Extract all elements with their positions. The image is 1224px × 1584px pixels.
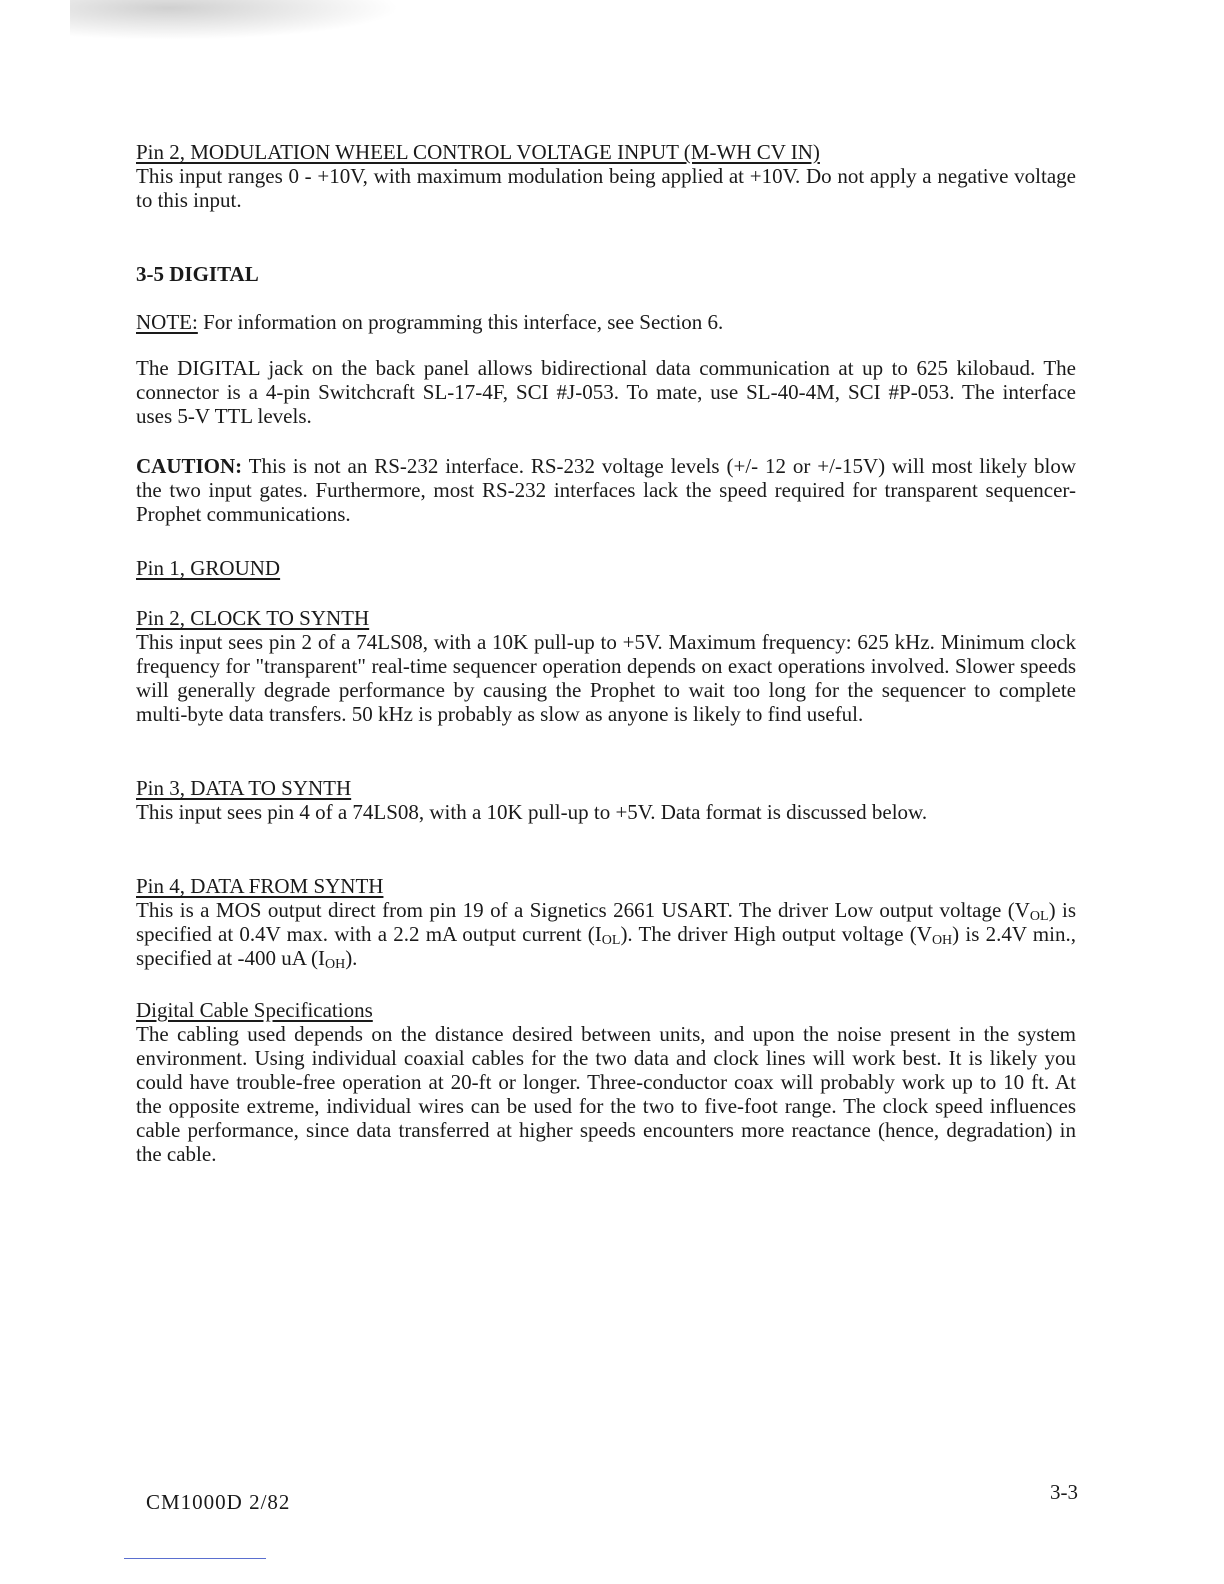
cable-section — [136, 998, 1076, 1166]
cable-heading: Digital Cable Specifications — [136, 998, 373, 1022]
mwh-body: This input ranges 0 - +10V, with maximum modulation being applied at +10V. Do not apply a negative voltage to this input. — [136, 164, 1076, 212]
pin4-body: This is a MOS output direct from pin 19 of a Signetics 2661 USART. The driver Low output voltage $(V_{OL})$ is specified at 0.4V max. with a 2.2 mA output current $(I_{OL})$. The driver High output voltage $(V_{OH})$ is 2.4V min., specified at -400 uA $(I_{OH})$. — [136, 898, 1076, 972]
scan-smudge — [70, 0, 400, 40]
note-label: NOTE: — [136, 310, 198, 334]
pin1-heading: Pin 1, GROUND — [136, 556, 281, 580]
footer-page-number: 3-3 — [1050, 1480, 1078, 1504]
caution-text: This is not an RS-232 interface. RS-232 voltage levels (+/- 12 or +/-15V) will most likely blow the two input gates. Furthermore, most RS-232 interfaces lack the speed required for transparent sequencer-Prophet communications. — [136, 454, 1076, 526]
mwh-heading: Pin 2, MODULATION WHEEL CONTROL VOLTAGE INPUT (M-WH CV IN) — [136, 140, 820, 164]
footer-rule — [124, 1558, 266, 1559]
pin4-heading: Pin 4, DATA FROM SYNTH — [136, 874, 384, 898]
pin4-section — [136, 874, 1076, 970]
caution-paragraph — [136, 454, 1076, 526]
pin2-body: This input sees pin 2 of a 74LS08, with a 10K pull-up to +5V. Maximum frequency: 625 kHz. Minimum clock frequency for "transparent" real-time sequencer operation depends on exact operations involved. Slower speeds will generally degrade performance by causing the Prophet to wait too long for the sequencer to complete multi-byte data transfers. 50 kHz is probably as slow as anyone is likely to find useful. — [136, 630, 1076, 726]
pin3-section — [136, 776, 1076, 824]
note-paragraph — [136, 310, 1076, 334]
pin3-body: This input sees pin 4 of a 74LS08, with a 10K pull-up to +5V. Data format is discussed below. — [136, 800, 928, 824]
mwh-section — [136, 140, 1076, 212]
digital-intro: The DIGITAL jack on the back panel allows bidirectional data communication at up to 625 kilobaud. The connector is a 4-pin Switchcraft SL-17-4F, SCI #J-053. To mate, use SL-40-4M, SCI #P-053. The interface uses 5-V TTL levels. — [136, 356, 1076, 428]
section-title: 3-5 DIGITAL — [136, 262, 259, 286]
pin2-heading: Pin 2, CLOCK TO SYNTH — [136, 606, 370, 630]
pin3-heading: Pin 3, DATA TO SYNTH — [136, 776, 352, 800]
note-text: For information on programming this interface, see Section 6. — [197, 310, 724, 334]
pin2-section — [136, 606, 1076, 726]
footer-doc-id: CM1000D 2/82 — [146, 1490, 291, 1514]
caution-label: CAUTION: — [136, 454, 243, 478]
cable-body: The cabling used depends on the distance desired between units, and upon the noise present in the system environment. Using individual coaxial cables for the two data and clock lines will work best. It is likely you could have trouble-free operation at 20-ft or longer. Three-conductor coax will probably work up to 10 ft. At the opposite extreme, individual wires can be used for the two to five-foot range. The clock speed influences cable performance, since data transferred at higher speeds encounters more reactance (hence, degradation) in the cable. — [136, 1022, 1076, 1166]
